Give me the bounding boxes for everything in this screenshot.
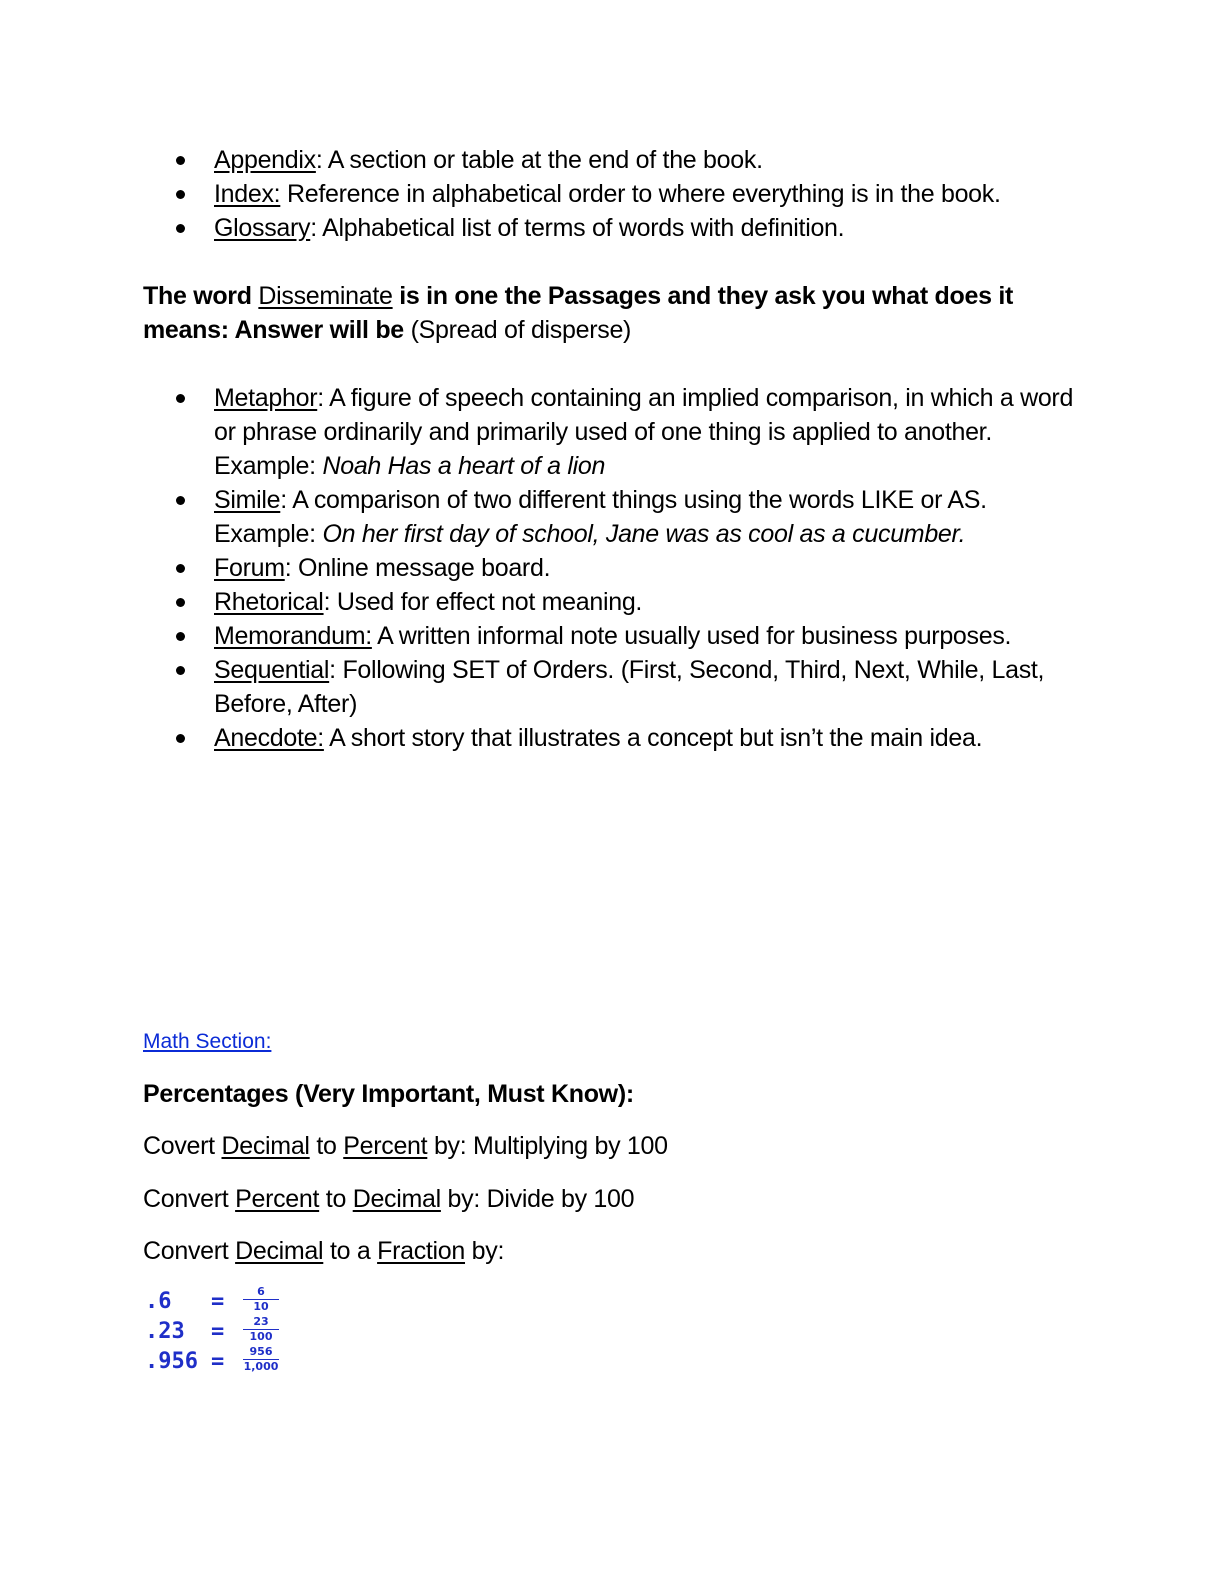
term: Forum (214, 554, 285, 582)
term: Anecdote: (214, 724, 324, 752)
decimal-value: .23 (145, 1319, 185, 1344)
equals-sign: = (211, 1319, 225, 1344)
percent-to-decimal-line: Convert Percent to Decimal by: Divide by 100 (143, 1185, 635, 1213)
bullet-icon (176, 564, 185, 573)
bullet-icon (176, 394, 185, 403)
fraction: 23 100 (241, 1316, 281, 1343)
term: Rhetorical (214, 588, 324, 616)
list-item: Metaphor: A figure of speech containing an implied comparison, in which a word or phrase ordinarily and primarily used of one thing is applied to another. Example: Noah Has a heart of a lion (0, 381, 1224, 483)
decimal-to-fraction-line: Convert Decimal to a Fraction by: (143, 1237, 505, 1265)
bullet-icon (176, 224, 185, 233)
reference-terms-list (0, 143, 1224, 245)
list-item: Glossary: Alphabetical list of terms of words with definition. (0, 211, 1224, 245)
list-item: Appendix: A section or table at the end of the book. (0, 143, 1224, 177)
term: Memorandum: (214, 622, 372, 650)
decimal-value: .6 (145, 1289, 172, 1314)
disseminate-question: The word Disseminate is in one the Passages and they ask you what does it means: Answer will be (Spread of disperse) (143, 282, 1014, 344)
list-item: Memorandum: A written informal note usually used for business purposes. (0, 619, 1224, 653)
list-item: Simile: A comparison of two different things using the words LIKE or AS. Example: On her first day of school, Jane was as cool as a cucumber. (0, 483, 1224, 551)
term: Simile (214, 486, 281, 514)
bullet-icon (176, 190, 185, 199)
bullet-icon (176, 632, 185, 641)
term: Appendix (214, 146, 316, 174)
definition: Alphabetical list of terms of words with definition. (316, 214, 845, 242)
list-item: Rhetorical: Used for effect not meaning. (0, 585, 1224, 619)
bullet-icon (176, 496, 185, 505)
percentages-heading: Percentages (Very Important, Must Know): (143, 1080, 634, 1108)
decimal-value: .956 (145, 1349, 198, 1374)
definition: A section or table at the end of the book. (322, 146, 763, 174)
vocab-word: Disseminate (258, 282, 393, 310)
fraction: 6 10 (241, 1286, 281, 1313)
bullet-icon (176, 598, 185, 607)
math-section-link-wrap (143, 1030, 1083, 1054)
term: Metaphor (214, 384, 318, 412)
bullet-icon (176, 156, 185, 165)
bullet-icon (176, 666, 185, 675)
term: Index: (214, 180, 281, 208)
term: Sequential (214, 656, 330, 684)
definition: Reference in alphabetical order to where everything is in the book. (280, 180, 1001, 208)
term: Glossary (214, 214, 311, 242)
math-section-link[interactable]: Math Section: (143, 1030, 272, 1053)
list-item: Anecdote: A short story that illustrates a concept but isn’t the main idea. (0, 721, 1224, 755)
bullet-icon (176, 734, 185, 743)
equals-sign: = (211, 1289, 225, 1314)
literary-terms-list (0, 381, 1224, 755)
list-item: Forum: Online message board. (0, 551, 1224, 585)
answer: (Spread of disperse) (403, 316, 632, 344)
fraction: 956 1,000 (243, 1345, 279, 1373)
equals-sign: = (211, 1349, 225, 1374)
list-item (0, 177, 1224, 211)
list-item: Sequential: Following SET of Orders. (First, Second, Third, Next, While, Last, Before, After) (0, 653, 1224, 721)
decimal-to-percent-line: Covert Decimal to Percent by: Multiplying by 100 (143, 1132, 668, 1160)
